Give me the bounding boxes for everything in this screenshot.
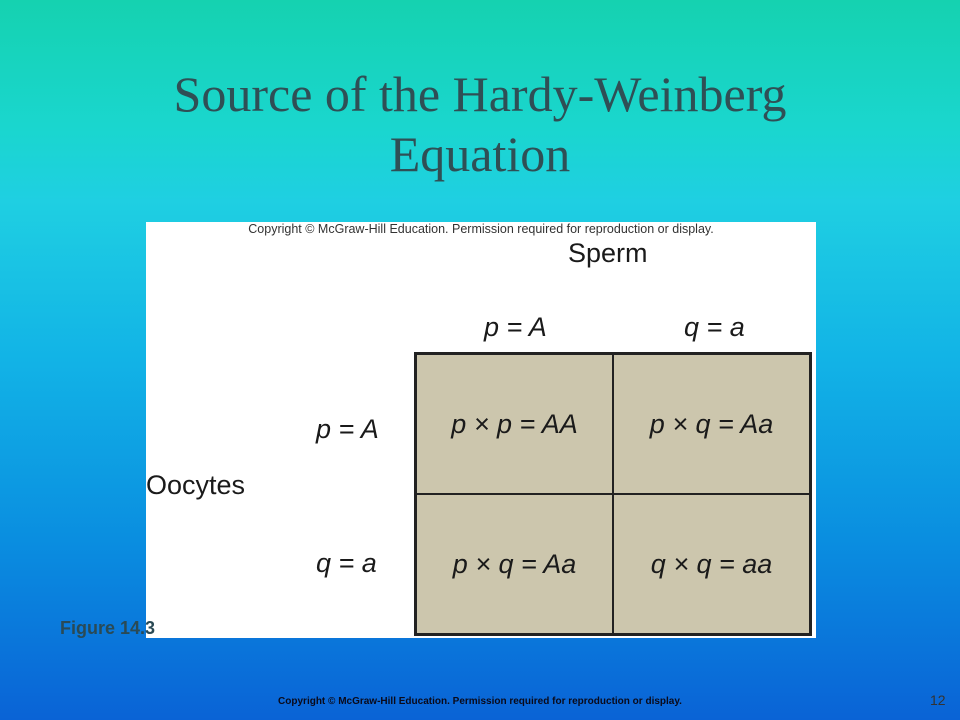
col-header-1: p = A (484, 312, 547, 342)
cell-AA: p × p = AA (416, 354, 613, 494)
punnett-grid (414, 352, 812, 636)
cell-Aa-bottom: p × q = Aa (416, 494, 613, 634)
row-header-1: p = A (316, 414, 379, 444)
oocytes-label: Oocytes (146, 470, 246, 500)
slide-title (0, 64, 960, 184)
figure-label: Figure 14.3 (60, 618, 156, 638)
title-line-2: Equation (389, 126, 571, 182)
sperm-label: Sperm (568, 238, 648, 268)
punnett-square-figure (146, 222, 816, 638)
col-header-2: q = a (684, 312, 745, 342)
row-header-2: q = a (316, 548, 377, 578)
cell-aa: q × q = aa (613, 494, 810, 634)
page-number: 12 (930, 692, 946, 708)
title-line-1: Source of the Hardy-Weinberg (173, 66, 787, 122)
cell-Aa-top: p × q = Aa (613, 354, 810, 494)
footer-copyright: Copyright © McGraw-Hill Education. Permission required for reproduction or display. (278, 696, 682, 707)
figure-copyright: Copyright © McGraw-Hill Education. Permission required for reproduction or display. (248, 222, 714, 236)
